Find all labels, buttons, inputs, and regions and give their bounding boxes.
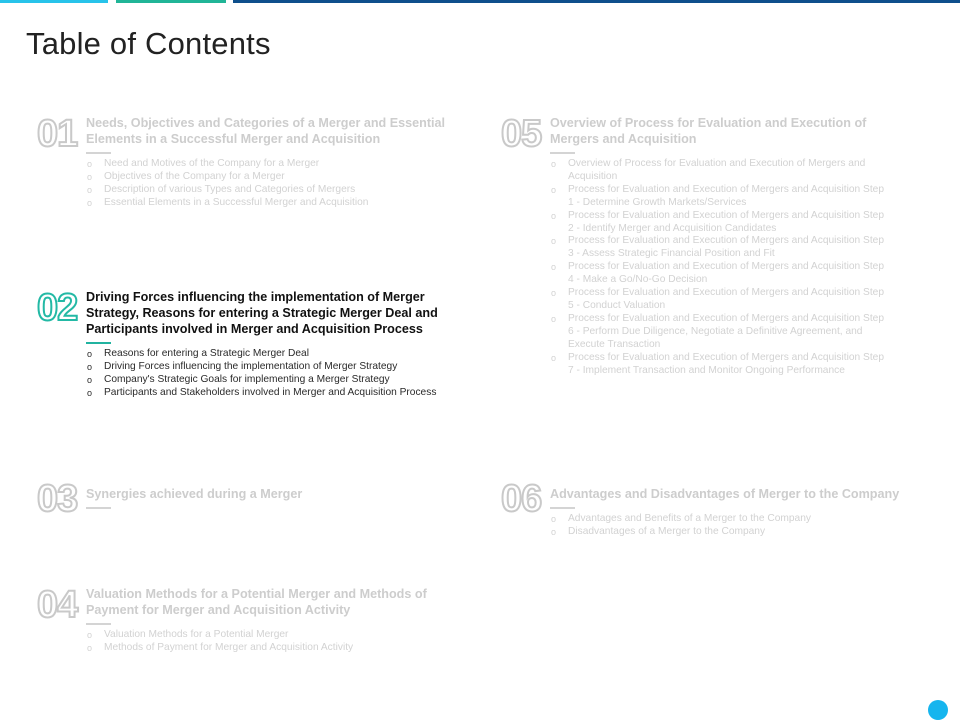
section-item-list bbox=[86, 158, 466, 210]
heading-underline bbox=[550, 507, 575, 509]
bullet-icon: o bbox=[87, 184, 93, 195]
section-number: 01 bbox=[37, 113, 78, 155]
list-item: o Methods of Payment for Merger and Acquisition Activity bbox=[87, 641, 354, 653]
bullet-icon: o bbox=[551, 514, 557, 524]
section-heading: Valuation Methods for a Potential Merger and Methods of Payment for Merger and Acquisition Activity bbox=[86, 587, 427, 617]
bullet-icon: o bbox=[87, 374, 93, 385]
bullet-icon: o bbox=[87, 361, 93, 372]
section-number: 06 bbox=[501, 478, 542, 520]
heading-underline bbox=[86, 342, 111, 344]
section-item-list bbox=[550, 513, 945, 539]
bullet-icon: o bbox=[551, 352, 557, 363]
list-item: o Company's Strategic Goals for implementing a Merger Strategy bbox=[87, 373, 390, 385]
list-item: o Objectives of the Company for a Merger bbox=[87, 170, 285, 182]
list-item: o Essential Elements in a Successful Merger and Acquisition bbox=[87, 196, 369, 208]
page-title: Table of Contents bbox=[26, 26, 271, 61]
list-item: o Process for Evaluation and Execution of Mergers and Acquisition Step 3 - Assess Strategic Financial Position and Fit bbox=[551, 235, 884, 260]
section-number: 02 bbox=[37, 287, 78, 329]
heading-underline bbox=[86, 623, 111, 625]
list-item: o Process for Evaluation and Execution of Mergers and Acquisition Step 5 - Conduct Valuation bbox=[551, 287, 884, 311]
list-item: o Overview of Process for Evaluation and Execution of Mergers and Acquisition bbox=[551, 158, 866, 182]
section-heading: Synergies achieved during a Merger bbox=[86, 487, 303, 501]
section-heading: Driving Forces influencing the implementation of Merger Strategy, Reasons for entering a Strategic Merger Deal and Participants involved in Merger and Acquisition Process bbox=[86, 290, 438, 336]
heading-underline bbox=[550, 152, 575, 154]
corner-dot-icon bbox=[928, 700, 948, 720]
list-item: o Process for Evaluation and Execution of Mergers and Acquisition Step 2 - Identify Merger and Acquisition Candidates bbox=[551, 209, 884, 234]
bullet-icon: o bbox=[551, 262, 557, 273]
section-item-list bbox=[86, 348, 471, 400]
bullet-icon: o bbox=[551, 184, 557, 195]
section-number: 03 bbox=[37, 478, 78, 520]
list-item: o Disadvantages of a Merger to the Company bbox=[551, 525, 766, 537]
section-heading: Advantages and Disadvantages of Merger to the Company bbox=[550, 487, 900, 501]
list-item: o Process for Evaluation and Execution of Mergers and Acquisition Step 4 - Make a Go/No-Go Decision bbox=[551, 261, 884, 286]
bullet-icon: o bbox=[87, 642, 93, 653]
bullet-icon: o bbox=[87, 197, 93, 208]
list-item: o Process for Evaluation and Execution of Mergers and Acquisition Step 6 - Perform Due Diligence, Negotiate a Definitive Agreement, and Execute Transaction bbox=[551, 312, 884, 350]
list-item: o Process for Evaluation and Execution of Mergers and Acquisition Step 7 - Implement Transaction and Monitor Ongoing Performance bbox=[551, 351, 884, 376]
section-heading: Needs, Objectives and Categories of a Merger and Essential Elements in a Successful Merger and Acquisition bbox=[86, 116, 446, 146]
top-accent-bar-navy bbox=[233, 0, 960, 3]
bullet-icon: o bbox=[551, 288, 557, 299]
list-item: o Need and Motives of the Company for a Merger bbox=[87, 158, 320, 169]
bullet-icon: o bbox=[551, 526, 557, 537]
top-accent-bar-green bbox=[116, 0, 226, 3]
list-item: o Participants and Stakeholders involved in Merger and Acquisition Process bbox=[87, 386, 437, 398]
top-accent-bar-blue bbox=[0, 0, 108, 3]
bullet-icon: o bbox=[87, 171, 93, 182]
bullet-icon: o bbox=[87, 349, 93, 359]
bullet-icon: o bbox=[551, 210, 557, 221]
heading-underline bbox=[86, 152, 111, 154]
list-item: o Driving Forces influencing the implementation of Merger Strategy bbox=[87, 360, 398, 372]
bullet-icon: o bbox=[551, 236, 557, 247]
section-number: 05 bbox=[501, 113, 542, 155]
bullet-icon: o bbox=[87, 387, 93, 398]
heading-underline bbox=[86, 507, 111, 509]
list-item: o Advantages and Benefits of a Merger to the Company bbox=[551, 513, 811, 524]
bullet-icon: o bbox=[87, 159, 93, 169]
list-item: o Reasons for entering a Strategic Merger Deal bbox=[87, 348, 309, 359]
bullet-icon: o bbox=[551, 159, 557, 169]
section-number: 04 bbox=[37, 584, 78, 626]
list-item: o Valuation Methods for a Potential Merger bbox=[87, 629, 289, 640]
bullet-icon: o bbox=[87, 630, 93, 640]
section-heading: Overview of Process for Evaluation and Execution of Mergers and Acquisition bbox=[550, 116, 867, 146]
bullet-icon: o bbox=[551, 313, 557, 324]
list-item: o Description of various Types and Categories of Mergers bbox=[87, 183, 356, 195]
section-item-list bbox=[550, 158, 890, 377]
section-item-list bbox=[86, 629, 466, 655]
list-item: o Process for Evaluation and Execution of Mergers and Acquisition Step 1 - Determine Growth Markets/Services bbox=[551, 183, 884, 208]
